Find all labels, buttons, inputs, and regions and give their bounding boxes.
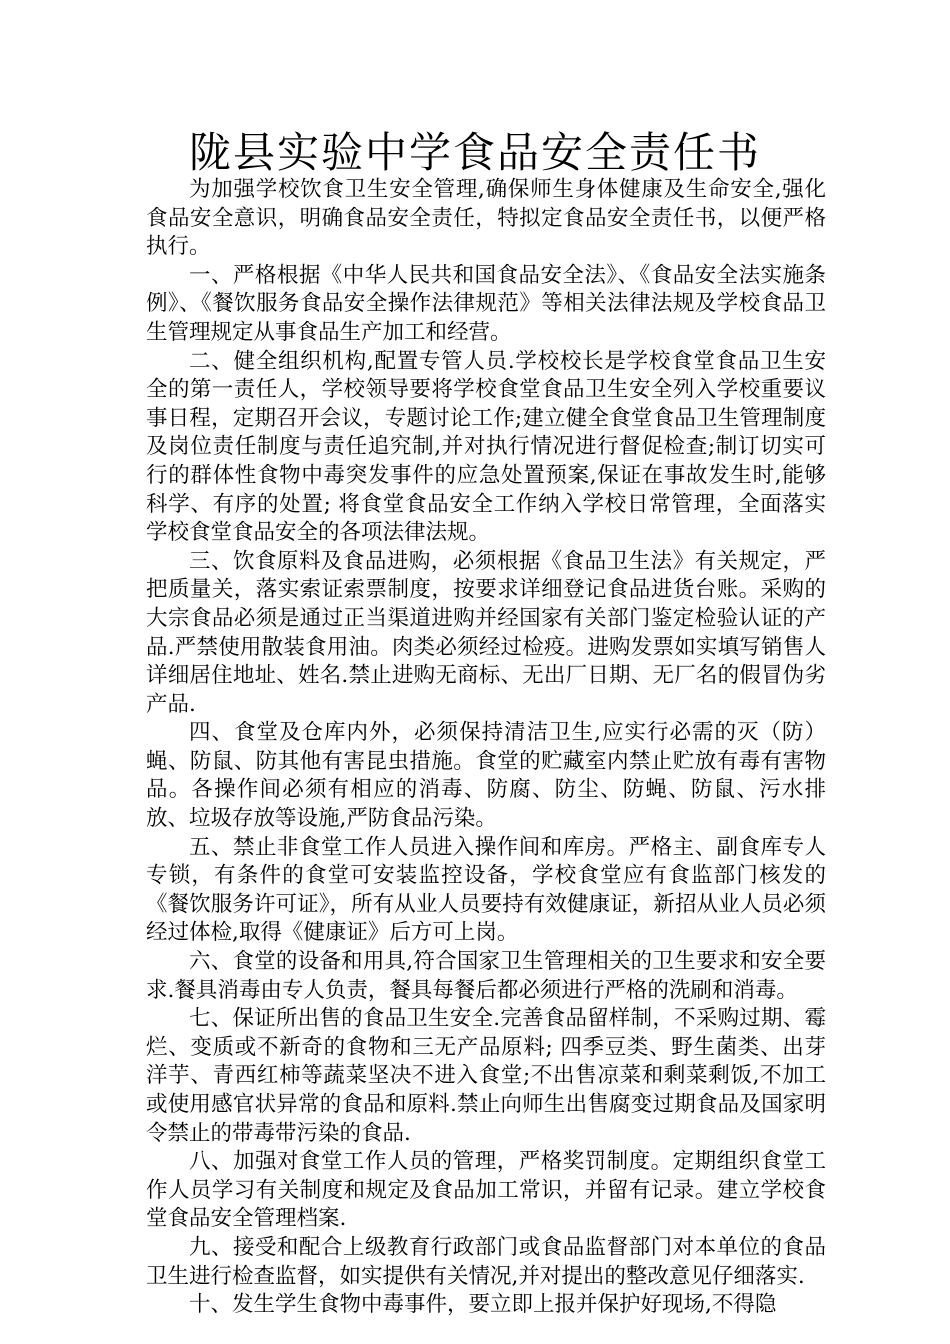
paragraph-5: 五、禁止非食堂工作人员进入操作间和库房。严格主、副食库专人专锁，有条件的食堂可安装监控设备，学校食堂应有食监部门核发的《餐饮服务许可证》，所有从业人员要持有效健康证，新招从业人员必须经过体检,取得《健康证》后方可上岗。: [146, 834, 826, 946]
paragraph-7: 七、保证所出售的食品卫生安全.完善食品留样制，不采购过期、霉烂、变质或不新奇的食物和三无产品原料; 四季豆类、野生菌类、出芽洋芋、青西红柿等蔬菜坚决不进入食堂;不出售凉菜和剩菜剩饭,不加工或使用感官状异常的食品和原料.禁止向师生出售腐变过期食品及国家明令禁止的带毒带污染的食品.: [146, 1006, 826, 1146]
document-title: 陇县实验中学食品安全责任书: [188, 128, 761, 177]
paragraph-9: 九、接受和配合上级教育行政部门或食品监督部门对本单位的食品卫生进行检查监督，如实提供有关情况,并对提出的整改意见仔细落实.: [146, 1234, 826, 1289]
paragraph-6: 六、食堂的设备和用具,符合国家卫生管理相关的卫生要求和安全要求.餐具消毒由专人负责，餐具每餐后都必须进行严格的洗刷和消毒。: [146, 949, 826, 1003]
paragraph-3: 三、饮食原料及食品进购，必须根据《食品卫生法》有关规定，严把质量关，落实索证索票制度，按要求详细登记食品进货台账。采购的大宗食品必须是通过正当渠道进购并经国家有关部门鉴定检验认证的产品.严禁使用散装食用油。肉类必须经过检疫。进购发票如实填写销售人详细居住地址、姓名.禁止进购无商标、无出厂日期、无厂名的假冒伪劣产品.: [146, 548, 826, 717]
paragraph-10: 十、发生学生食物中毒事件，要立即上报并保护好现场,不得隐: [189, 1292, 777, 1318]
paragraph-2: 二、健全组织机构,配置专管人员.学校校长是学校食堂食品卫生安全的第一责任人，学校领导要将学校食堂食品卫生安全列入学校重要议事日程，定期召开会议，专题讨论工作;建立健全食堂食品卫生管理制度及岗位责任制度与责任追究制,并对执行情况进行督促检查;制订切实可行的群体性食物中毒突发事件的应急处置预案,保证在事故发生时,能够科学、有序的处置; 将食堂食品安全工作纳入学校日常管理，全面落实学校食堂食品安全的各项法律法规。: [146, 348, 826, 546]
paragraph-8: 八、加强对食堂工作人员的管理，严格奖罚制度。定期组织食堂工作人员学习有关制度和规定及食品加工常识，并留有记录。建立学校食堂食品安全管理档案.: [146, 1149, 826, 1232]
document-body: [146, 176, 826, 1320]
paragraph-4: 四、食堂及仓库内外，必须保持清洁卫生,应实行必需的灭（防）蝇、防鼠、防其他有害昆虫措施。食堂的贮藏室内禁止贮放有毒有害物品。各操作间必须有相应的消毒、防腐、防尘、防蝇、防鼠、污水排放、垃圾存放等设施,严防食品污染。: [146, 720, 826, 832]
paragraph-intro: 为加强学校饮食卫生安全管理,确保师生身体健康及生命安全,强化食品安全意识，明确食品安全责任，特拟定食品安全责任书，以便严格执行。: [146, 177, 826, 260]
paragraph-1: 一、严格根据《中华人民共和国食品安全法》、《食品安全法实施条例》、《餐饮服务食品安全操作法律规范》等相关法律法规及学校食品卫生管理规定从事食品生产加工和经营。: [146, 262, 826, 345]
